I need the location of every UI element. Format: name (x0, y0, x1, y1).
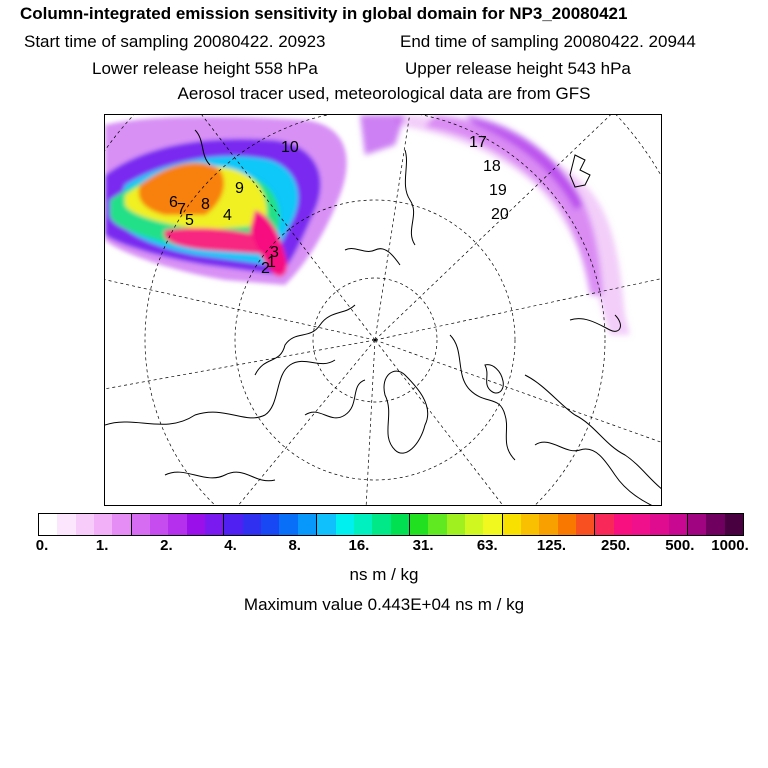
day-label: 18 (483, 158, 501, 175)
plume-east (360, 115, 630, 335)
colorbar-cell (168, 514, 186, 535)
colorbar-cell (428, 514, 446, 535)
colorbar-cell (187, 514, 205, 535)
colorbar-tick-label: 0. (35, 537, 49, 554)
colorbar-cell (298, 514, 316, 535)
colorbar-cell (706, 514, 724, 535)
colorbar-cell (576, 514, 594, 535)
colorbar-units: ns m / kg (349, 565, 419, 584)
day-label: 2 (261, 260, 270, 277)
colorbar-cell (150, 514, 168, 535)
map-svg (105, 115, 662, 506)
colorbar-ticks (0, 537, 768, 561)
colorbar-tick-label: 250. (601, 537, 631, 554)
day-label: 19 (489, 182, 507, 199)
colorbar-cell (725, 514, 743, 535)
colorbar-cell (76, 514, 94, 535)
colorbar-cell (39, 514, 57, 535)
day-label: 5 (185, 212, 194, 229)
day-label: 9 (235, 180, 244, 197)
colorbar-tick-label: 1000. (711, 537, 749, 554)
colorbar-tick-label: 16. (348, 537, 370, 554)
colorbar-tick-label: 4. (224, 537, 237, 554)
colorbar-tick-label: 125. (536, 537, 567, 554)
polar-map (104, 114, 662, 506)
colorbar-cell (614, 514, 632, 535)
upper-release-height-label: Upper release height 543 hPa (405, 59, 631, 78)
colorbar-cell (650, 514, 668, 535)
end-time-label: End time of sampling 20080422. 20944 (400, 32, 696, 51)
colorbar-cell (279, 514, 297, 535)
day-label: 7 (177, 201, 186, 218)
colorbar-cell (223, 514, 242, 535)
colorbar (38, 513, 744, 536)
colorbar-tick-label: 1. (95, 537, 109, 554)
colorbar-cell (94, 514, 112, 535)
colorbar-cell (632, 514, 650, 535)
colorbar-cell (483, 514, 501, 535)
colorbar-cell (372, 514, 390, 535)
day-label: 8 (201, 196, 210, 213)
colorbar-cell (354, 514, 372, 535)
colorbar-cell (316, 514, 335, 535)
day-label: 6 (169, 194, 178, 211)
colorbar-cell (57, 514, 75, 535)
tracer-info-line: Aerosol tracer used, meteorological data are from GFS (177, 84, 591, 103)
plume-west (105, 117, 347, 285)
colorbar-cell (539, 514, 557, 535)
colorbar-tick-label: 2. (160, 537, 173, 554)
colorbar-cell (502, 514, 521, 535)
colorbar-cell (558, 514, 576, 535)
colorbar-tick-label: 31. (412, 537, 434, 554)
day-label: 3 (270, 244, 279, 261)
day-label: 10 (281, 139, 299, 156)
plot-title: Column-integrated emission sensitivity in global domain for NP3_20080421 (20, 4, 628, 23)
day-label: 20 (491, 206, 509, 223)
lower-release-height-label: Lower release height 558 hPa (92, 59, 318, 78)
colorbar-cell (243, 514, 261, 535)
colorbar-cell (465, 514, 483, 535)
colorbar-tick-label: 8. (288, 537, 301, 554)
colorbar-cell (261, 514, 279, 535)
colorbar-cell (594, 514, 613, 535)
colorbar-cell (131, 514, 150, 535)
start-time-label: Start time of sampling 20080422. 20923 (24, 32, 326, 51)
sampling-times-row (0, 32, 768, 54)
release-heights-row (0, 59, 768, 81)
colorbar-tick-label: 63. (476, 537, 498, 554)
colorbar-cell (391, 514, 409, 535)
colorbar-cell (687, 514, 706, 535)
colorbar-cell (447, 514, 465, 535)
colorbar-cell (521, 514, 539, 535)
colorbar-tick-label: 500. (665, 537, 695, 554)
colorbar-cell (112, 514, 130, 535)
colorbar-cell (409, 514, 428, 535)
colorbar-cell (205, 514, 223, 535)
day-label: 17 (469, 134, 487, 151)
colorbar-cell (669, 514, 687, 535)
day-label: 1 (267, 254, 276, 271)
maximum-value-label: Maximum value 0.443E+04 ns m / kg (243, 595, 525, 614)
day-label: 4 (223, 207, 232, 224)
colorbar-cell (336, 514, 354, 535)
